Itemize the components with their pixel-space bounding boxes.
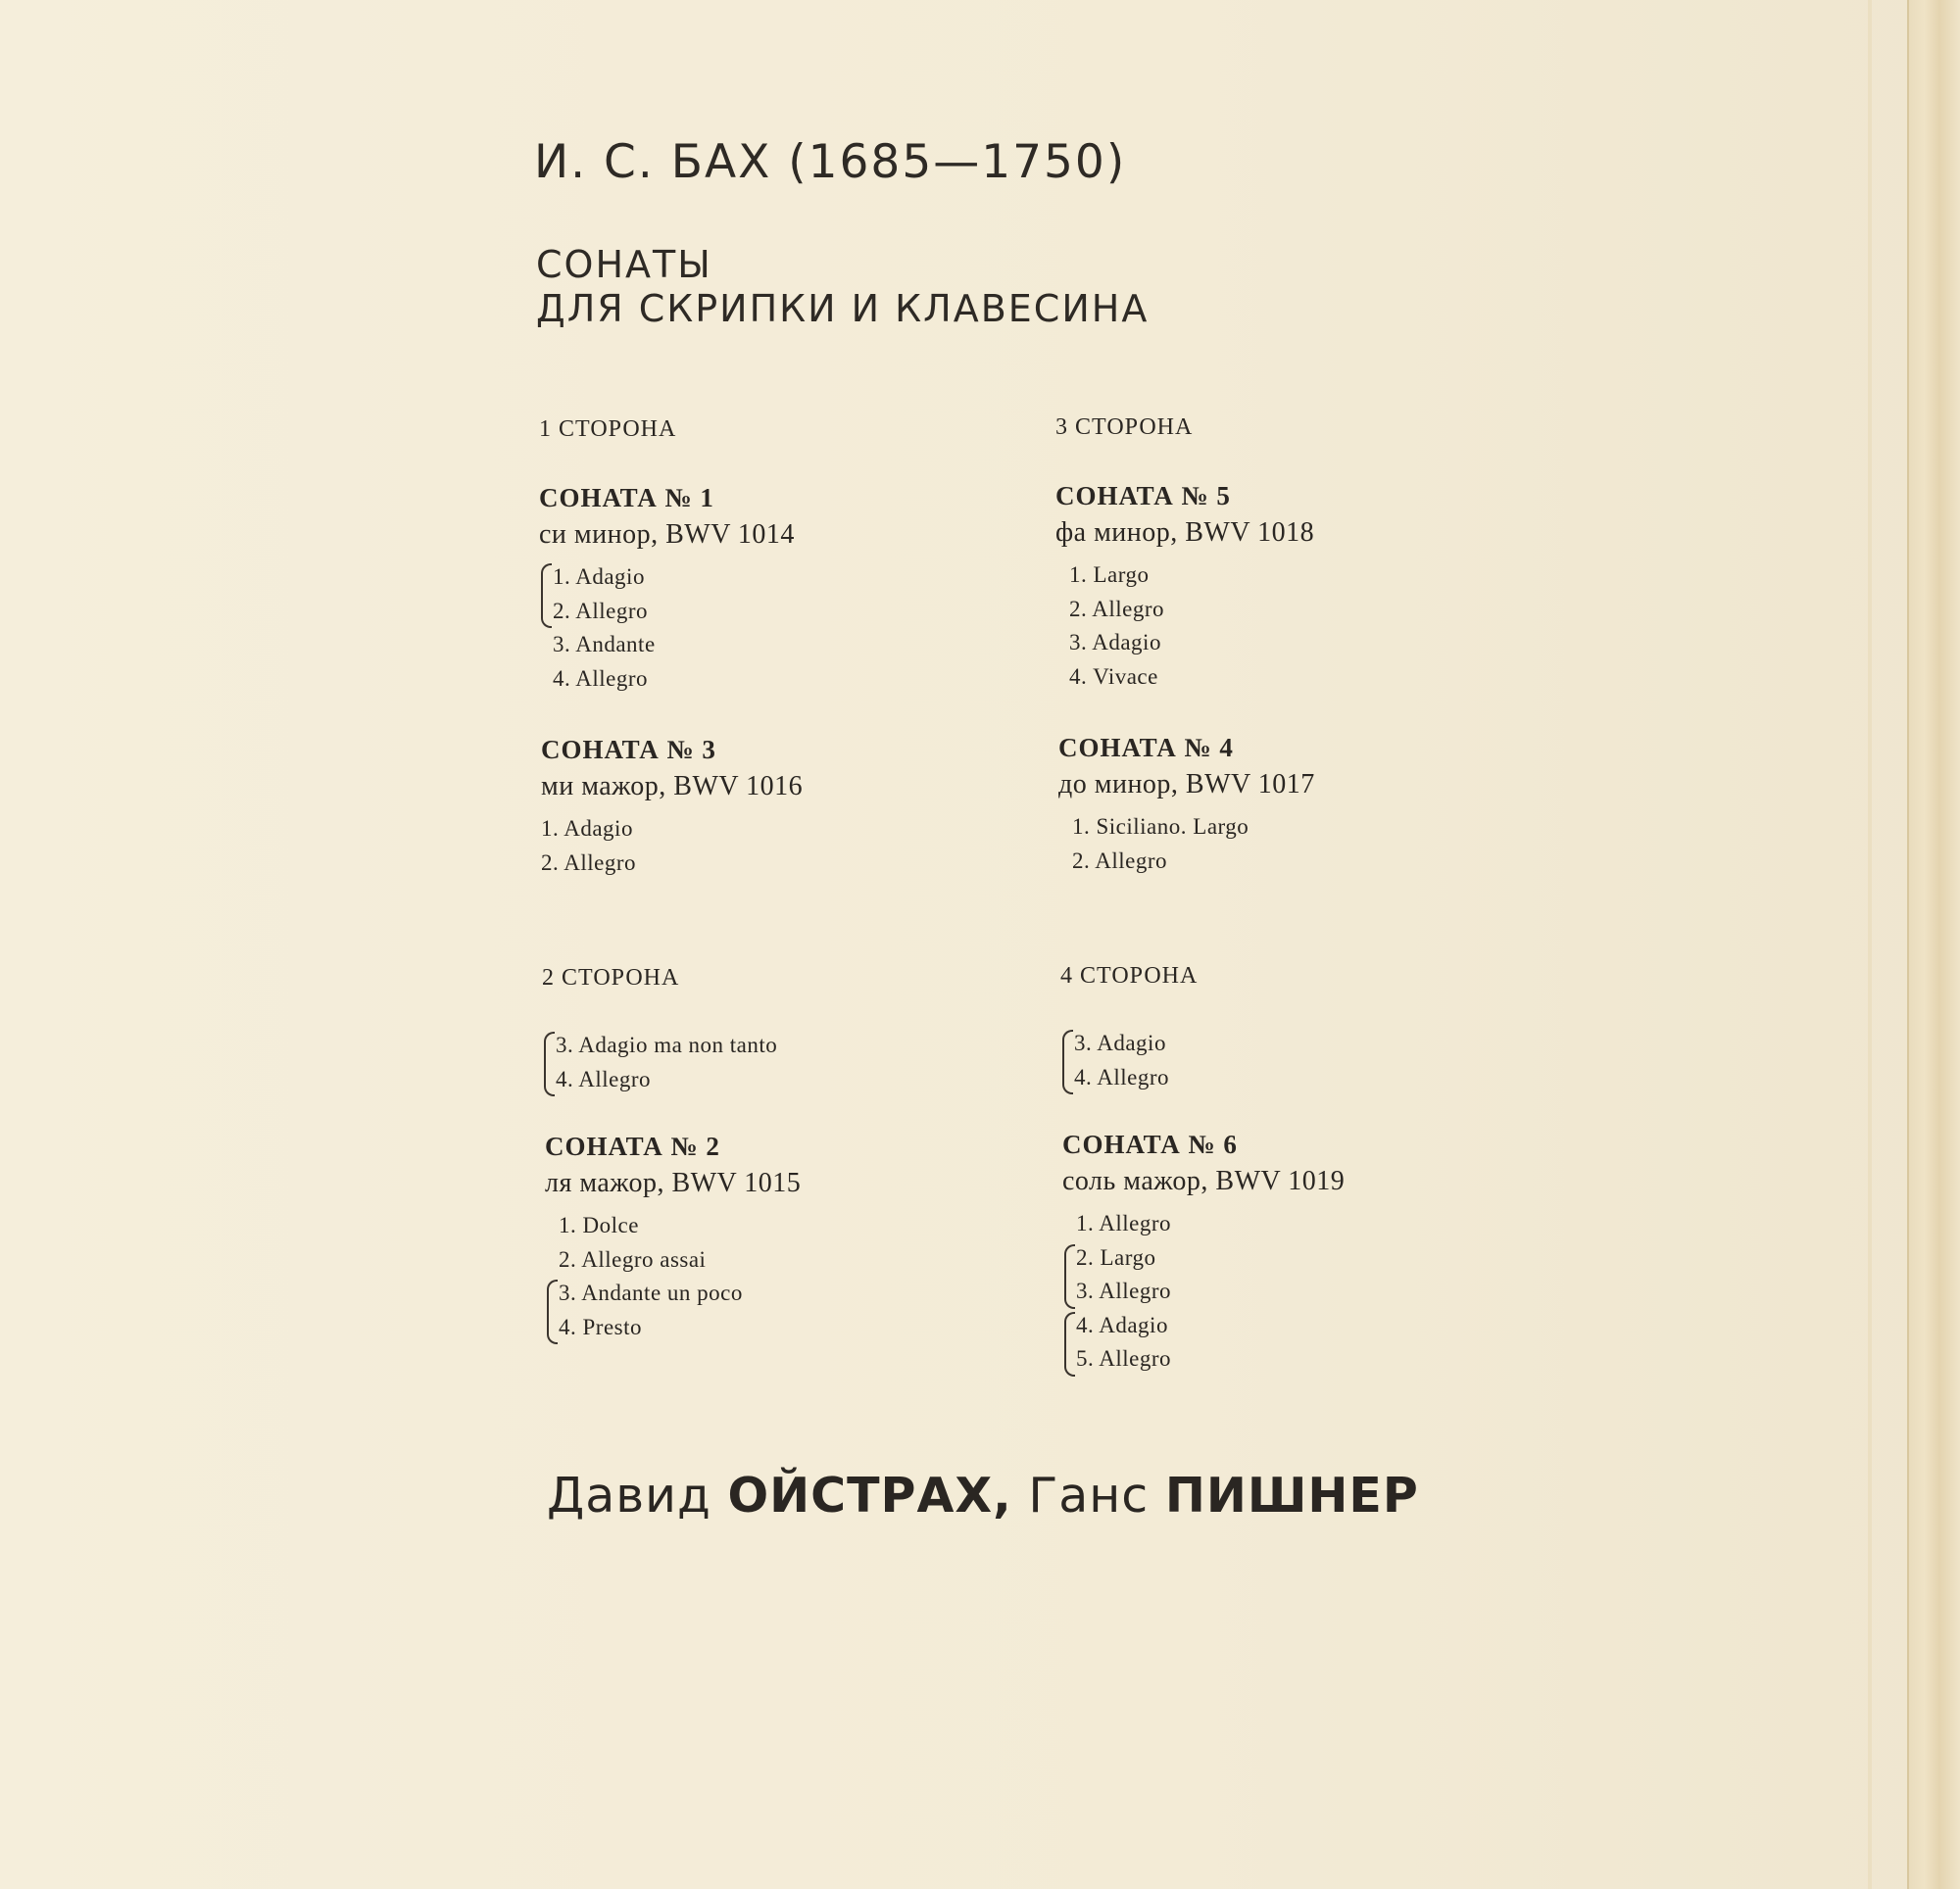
movement-item: 3. Adagio ma non tanto xyxy=(556,1033,778,1057)
performers-credit xyxy=(547,1468,1419,1524)
sonata-5-key: фа минор, BWV 1018 xyxy=(1055,517,1315,548)
sonata-6-heading: СОНАТА № 6 xyxy=(1062,1130,1238,1159)
movement-item: 3. Allegro xyxy=(1076,1279,1171,1303)
movement-item: 4. Presto xyxy=(559,1314,642,1339)
sonata-1-continued-movements xyxy=(542,1029,777,1096)
movement-item: 1. Adagio xyxy=(553,564,645,589)
sonata-6-key: соль мажор, BWV 1019 xyxy=(1062,1166,1346,1196)
sonata-2-block xyxy=(545,1132,801,1344)
performer-2-first-name: Ганс xyxy=(1028,1468,1150,1524)
movement-item: 4. Allegro xyxy=(1074,1064,1169,1090)
movement-item: 1. Siciliano. Largo xyxy=(1072,814,1250,839)
movement-item: 1. Dolce xyxy=(559,1213,639,1237)
movement-item: 1. Largo xyxy=(1069,562,1150,587)
sonata-2-key: ля мажор, BWV 1015 xyxy=(545,1168,802,1198)
movement-item: 4. Allegro xyxy=(553,665,648,691)
performer-1-first-name: Давид xyxy=(547,1468,711,1524)
sonata-3-heading: СОНАТА № 3 xyxy=(541,735,716,764)
movement-item: 3. Andante xyxy=(553,632,656,656)
movement-item: 4. Vivace xyxy=(1069,663,1158,689)
movement-item: 1. Adagio xyxy=(541,816,633,841)
movement-item: 2. Allegro xyxy=(541,849,636,875)
sonata-1-key: си минор, BWV 1014 xyxy=(539,519,795,550)
sonata-3-block xyxy=(541,735,803,880)
side-4-label: 4 СТОРОНА xyxy=(1060,963,1199,989)
movement-item: 3. Adagio xyxy=(1069,630,1161,654)
movement-item: 2. Allegro assai xyxy=(559,1246,707,1272)
sonata-4-heading: СОНАТА № 4 xyxy=(1058,733,1234,762)
movement-item: 2. Allegro xyxy=(1072,848,1167,873)
performer-2-surname: ПИШНЕР xyxy=(1164,1468,1419,1524)
sonata-2-movements xyxy=(545,1209,801,1344)
side-1-label: 1 СТОРОНА xyxy=(539,416,677,442)
movement-item: 3. Andante un poco xyxy=(559,1281,743,1305)
movement-item: 3. Adagio xyxy=(1074,1031,1166,1055)
sonata-1-block xyxy=(539,483,795,696)
movement-item: 4. Allegro xyxy=(556,1066,651,1091)
side-2-label: 2 СТОРОНА xyxy=(542,965,680,991)
paper-fold-line xyxy=(1868,0,1872,1889)
sonata-4-block xyxy=(1058,733,1315,878)
sonata-6-movements xyxy=(1062,1207,1345,1377)
sonata-5-block xyxy=(1055,481,1314,694)
sonata-1-heading: СОНАТА № 1 xyxy=(539,483,714,512)
sonata-2-heading: СОНАТА № 2 xyxy=(545,1132,720,1161)
movement-item: 1. Allegro xyxy=(1076,1211,1171,1235)
sonata-5-movements xyxy=(1055,558,1314,694)
movement-item: 2. Allegro xyxy=(553,598,648,623)
page-title: И. С. БАХ (1685—1750) xyxy=(534,135,1127,189)
sonata-6-block xyxy=(1062,1130,1345,1377)
sonata-5-continued-movements xyxy=(1060,1027,1169,1094)
subtitle-line-1: СОНАТЫ xyxy=(536,243,712,286)
movement-item: 2. Allegro xyxy=(1069,596,1164,621)
sonata-3-movements xyxy=(541,812,803,880)
side-3-label: 3 СТОРОНА xyxy=(1055,414,1194,440)
sonata-4-movements xyxy=(1058,810,1315,878)
sonata-3-key: ми мажор, BWV 1016 xyxy=(541,771,804,801)
movement-item: 2. Largo xyxy=(1076,1244,1156,1270)
sonata-5-heading: СОНАТА № 5 xyxy=(1055,481,1231,510)
paper-edge xyxy=(1907,0,1960,1889)
sonata-1-movements xyxy=(539,560,795,696)
subtitle-line-2: ДЛЯ СКРИПКИ И КЛАВЕСИНА xyxy=(536,287,1150,330)
movement-item: 5. Allegro xyxy=(1076,1346,1171,1371)
sonata-4-key: до минор, BWV 1017 xyxy=(1058,769,1315,799)
movement-item: 4. Adagio xyxy=(1076,1312,1168,1337)
performer-1-surname: ОЙСТРАХ, xyxy=(727,1468,1012,1524)
